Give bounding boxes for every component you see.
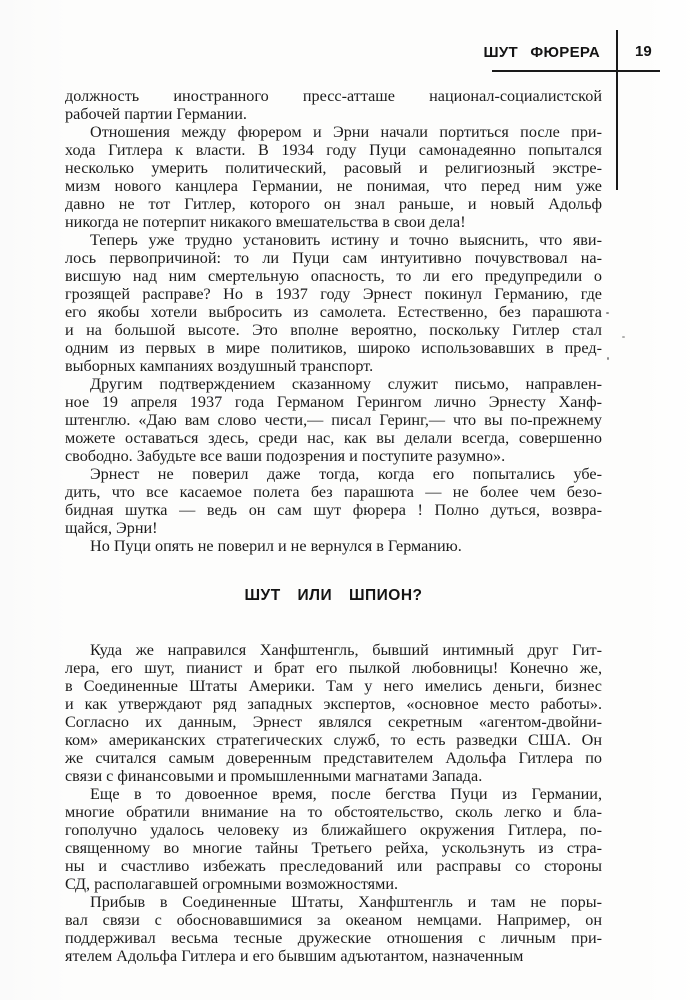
text-line: Прибыв в Соединенные Штаты, Ханфштенгль и там не поры- [90,893,602,911]
text-line: несколько умерить политический, расовый и религиозный экстре- [65,159,602,177]
text-line: рабочей партии Германии. [65,105,247,123]
scan-speck [622,336,625,338]
paragraph [65,893,602,965]
header-vertical-rule [616,30,618,190]
text-line: висшую над ним смертельную опасность, то ли его предупредили о [65,267,602,285]
text-line: же считался самым доверенным представителем Адольфа Гитлера по [65,749,602,767]
section-heading: ШУТ ИЛИ ШПИОН? [244,587,423,604]
text-line: его якобы хотели выбросить из самолета. Естественно, без парашюта [65,303,602,321]
paragraph [65,465,602,537]
text-line: и как утверждают ряд западных экспертов, «основное место работы». [65,695,602,713]
text-line: Отношения между фюрером и Эрни начали портиться после при- [90,123,602,141]
text-line: Но Пуци опять не поверил и не вернулся в Германию. [90,537,462,555]
text-line: ятелем Адольфа Гитлера и его бывшим адъютантом, назначенным [65,947,524,965]
paragraph [65,641,602,785]
text-line: Еще в то довоенное время, после бегства Пуци из Германии, [90,785,602,803]
text-line: ком» американских стратегических служб, то есть разведки США. Он [65,731,602,749]
text-line: СД, располагавшей огромными возможностями. [65,875,399,893]
text-line: никогда не потерпит никакого вмешательства в свои дела! [65,213,466,231]
body-text [65,87,602,965]
text-line: штенглю. «Даю вам слово чести,— писал Геринг,— что вы по-прежнему [65,411,602,429]
text-line: выборных кампаниях воздушный транспорт. [65,357,374,375]
text-line: можете оставаться здесь, среди нас, как вы делали всегда, совершенно [65,429,602,447]
text-line: давно не тот Гитлер, которого он знал раньше, и новый Адольф [65,195,602,213]
text-line: бидная шутка — ведь он сам шут фюрера ! Полно дуться, возвра- [65,501,602,519]
paragraph [65,123,602,231]
paragraph [65,785,602,893]
text-line: грозящей расправе? Но в 1937 году Эрнест покинул Германию, где [65,285,602,303]
text-line: священному во многие тайны Третьего рейха, ускользнуть из стра- [65,839,602,857]
text-line: Согласно их данным, Эрнест являлся секретным «агентом-двойни- [65,713,602,731]
text-line: гополучно удалось человеку из ближайшего окружения Гитлера, по- [65,821,602,839]
paragraph [65,537,602,555]
text-line: и на большой высоте. Это вполне вероятно, поскольку Гитлер стал [65,321,602,339]
paragraph [65,231,602,375]
text-line: связи с финансовыми и промышленными магнатами Запада. [65,767,483,785]
scan-speck [607,357,609,360]
text-line: мизм нового канцлера Германии, не понимая, что перед ним уже [65,177,602,195]
text-line: поддерживал весьма тесные дружеские отношения с личным при- [65,929,602,947]
text-line: Другим подтверждением сказанному служит письмо, направлен- [90,375,602,393]
text-line: щайся, Эрни! [65,519,158,537]
text-line: свободно. Забудьте все ваши подозрения и поступите разумно». [65,447,506,465]
text-line: лось первопричиной: то ли Пуци сам интуитивно почувствовал на- [65,249,602,267]
running-header-title: ШУТ ФЮРЕРА [483,44,600,61]
paragraph [65,87,602,123]
text-line: одним из первых в мире политиков, широко использовавших в пред- [65,339,602,357]
text-line: Куда же направился Ханфштенгль, бывший интимный друг Гит- [90,641,602,659]
text-line: ное 19 апреля 1937 года Германом Герингом лично Эрнесту Ханф- [65,393,602,411]
header-horizontal-rule [492,70,660,72]
text-line: многие обратили внимание на то обстоятельство, сколь легко и бла- [65,803,602,821]
text-line: в Соединенные Штаты Америки. Там у него имелись деньги, бизнес [65,677,602,695]
text-line: ны и счастливо избежать преследований или расправы со стороны [65,857,602,875]
text-line: хода Гитлера к власти. В 1934 году Пуци самонадеянно попытался [65,141,602,159]
text-line: должность иностранного пресс-атташе национал-социалистской [65,87,602,105]
scan-speck [606,312,609,314]
text-line: Теперь уже трудно установить истину и точно выяснить, что яви- [90,231,602,249]
text-line: Эрнест не поверил даже тогда, когда его попытались убе- [90,465,602,483]
text-line: вал связи с обосновавшимися за океаном немцами. Например, он [65,911,602,929]
text-line: дить, что все касаемое полета без парашюта — не более чем безо- [65,483,602,501]
page-number: 19 [635,43,652,60]
text-line: лера, его шут, пианист и брат его пылкой любовницы! Конечно же, [65,659,602,677]
paragraph [65,375,602,465]
